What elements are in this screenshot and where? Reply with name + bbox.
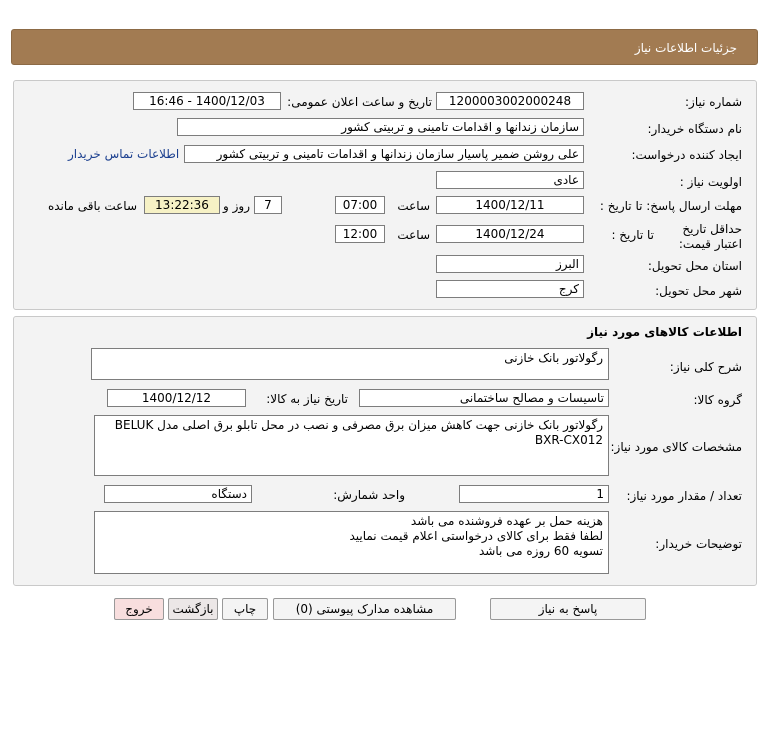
announce-datetime-field: 1400/12/03 - 16:46 [133, 92, 281, 110]
description-field: رگولاتور بانک خازنی [91, 348, 609, 380]
page-header [11, 29, 758, 65]
announce-label: تاریخ و ساعت اعلان عمومی: [287, 95, 432, 109]
remaining-label: ساعت باقی مانده [47, 199, 137, 213]
province-field: البرز [436, 255, 584, 273]
creator-field: علی روشن ضمیر پاسیار سازمان زندانها و اقدامات تامینی و تربیتی کشور [184, 145, 584, 163]
notes-line-2: لطفا فقط برای کالای درخواستی اعلام قیمت نمایید [349, 529, 603, 543]
validity-label: حداقل تاریخ اعتبار قیمت: [678, 222, 742, 251]
unit-label: واحد شمارش: [333, 488, 405, 502]
priority-field: عادی [436, 171, 584, 189]
view-attachments-button[interactable]: مشاهده مدارک پیوستی (0) [273, 598, 456, 620]
goods-section-title: اطلاعات کالاهای مورد نیاز [587, 325, 742, 339]
goods-group-label: گروه کالا: [693, 393, 742, 407]
buyer-notes-label: توضیحات خریدار: [655, 537, 742, 551]
priority-label: اولویت نیاز : [679, 175, 742, 189]
spec-label: مشخصات کالای مورد نیاز: [610, 440, 742, 454]
city-field: کرج [436, 280, 584, 298]
need-number-label: شماره نیاز: [685, 95, 742, 109]
back-button[interactable]: بازگشت [168, 598, 218, 620]
buyer-contact-link[interactable]: اطلاعات تماس خریدار [68, 147, 180, 161]
need-number-field: 1200003002000248 [436, 92, 584, 110]
quantity-label: تعداد / مقدار مورد نیاز: [626, 489, 742, 503]
deadline-time-label: ساعت [397, 199, 430, 213]
buyer-notes-field [94, 511, 609, 574]
days-remaining-field: 7 [254, 196, 282, 214]
need-date-label: تاریخ نیاز به کالا: [266, 392, 348, 406]
remaining-time-field: 13:22:36 [144, 196, 220, 214]
exit-button[interactable]: خروج [114, 598, 164, 620]
creator-label: ایجاد کننده درخواست: [631, 148, 742, 162]
page-title: جزئیات اطلاعات نیاز [634, 41, 737, 55]
buyer-field: سازمان زندانها و اقدامات تامینی و تربیتی کشور [177, 118, 584, 136]
validity-time-field: 12:00 [335, 225, 385, 243]
validity-to-label: تا تاریخ : [611, 228, 654, 242]
province-label: استان محل تحویل: [647, 259, 742, 273]
notes-line-1: هزینه حمل بر عهده فروشنده می باشد [410, 514, 603, 528]
deadline-label: مهلت ارسال پاسخ: تا تاریخ : [599, 199, 742, 213]
validity-date-field: 1400/12/24 [436, 225, 584, 243]
description-label: شرح کلی نیاز: [669, 360, 742, 374]
validity-time-label: ساعت [397, 228, 430, 242]
goods-group-field: تاسیسات و مصالح ساختمانی [359, 389, 609, 407]
need-date-field: 1400/12/12 [107, 389, 246, 407]
deadline-date-field: 1400/12/11 [436, 196, 584, 214]
need-info-panel [13, 80, 757, 310]
spec-field: رگولاتور بانک خازنی جهت کاهش میزان برق مصرفی و نصب در محل تابلو برق اصلی مدل BELUK BXR-CX012 [94, 415, 609, 476]
buyer-label: نام دستگاه خریدار: [647, 122, 742, 136]
deadline-time-field: 07:00 [335, 196, 385, 214]
reply-to-need-button[interactable]: پاسخ به نیاز [490, 598, 646, 620]
print-button[interactable]: چاپ [222, 598, 268, 620]
unit-field: دستگاه [104, 485, 252, 503]
days-label: روز و [223, 199, 250, 213]
quantity-field: 1 [459, 485, 609, 503]
city-label: شهر محل تحویل: [655, 284, 742, 298]
notes-line-3: تسویه 60 روزه می باشد [478, 544, 603, 558]
